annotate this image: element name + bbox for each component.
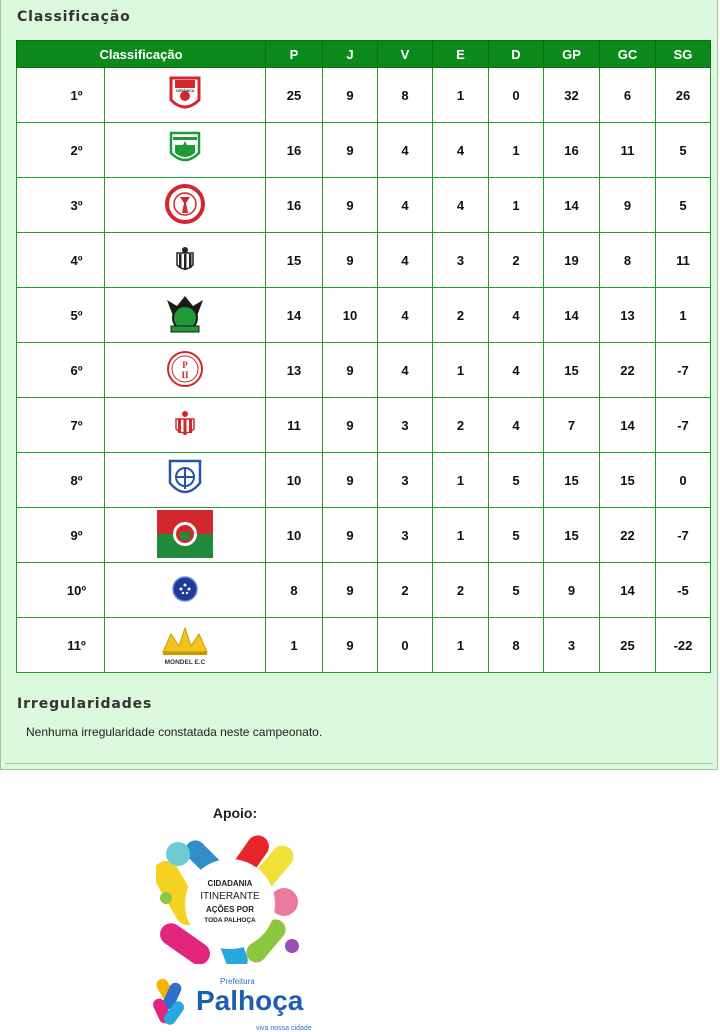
team-logo-cell [105,123,266,178]
header-j: J [323,41,378,68]
table-row [17,343,711,398]
cell-v: 4 [378,123,433,178]
cell-sg: 11 [656,233,711,288]
badge-line3: AÇÕES POR [205,905,255,914]
cell-v: 3 [378,453,433,508]
position-cell: 1º [17,68,105,123]
cell-gc: 22 [600,508,656,563]
position-cell: 7º [17,398,105,453]
team-logo-cell [105,398,266,453]
cell-d: 2 [489,233,544,288]
cell-v: 4 [378,233,433,288]
cell-v: 3 [378,508,433,563]
team-logo-cell [105,508,266,563]
table-row [17,178,711,233]
cell-p: 15 [266,233,323,288]
position-cell: 4º [17,233,105,288]
cell-sg: -22 [656,618,711,673]
svg-text:P: P [182,359,188,370]
cell-gc: 14 [600,563,656,618]
cell-v: 4 [378,343,433,398]
irregularities-section-title: Irregularidades [17,696,153,712]
cell-e: 2 [433,288,489,343]
cell-d: 8 [489,618,544,673]
cell-j: 9 [323,563,378,618]
table-row [17,68,711,123]
cell-gc: 6 [600,68,656,123]
svg-text:II: II [181,369,189,380]
cell-gc: 14 [600,398,656,453]
cell-sg: 5 [656,123,711,178]
position-cell: 6º [17,343,105,398]
cell-sg: 5 [656,178,711,233]
prefeitura-name: Palhoça [196,985,304,1016]
cell-gp: 15 [544,343,600,398]
table-row [17,563,711,618]
badge-line4: TODA PALHOÇA [204,917,256,924]
cell-e: 1 [433,508,489,563]
cell-p: 14 [266,288,323,343]
standings-table [16,40,711,673]
cell-j: 9 [323,68,378,123]
cell-gc: 8 [600,233,656,288]
cell-d: 1 [489,178,544,233]
header-classificacao: Classificação [17,41,266,68]
cell-p: 10 [266,508,323,563]
header-gp: GP [544,41,600,68]
blue-anchor-shield-crest-icon [166,457,204,501]
cell-e: 1 [433,618,489,673]
prefeitura-palhoca-logo [150,972,330,1032]
cell-sg: -7 [656,398,711,453]
cell-e: 4 [433,123,489,178]
cell-p: 16 [266,178,323,233]
cell-d: 5 [489,508,544,563]
header-sg: SG [656,41,711,68]
cell-j: 9 [323,233,378,288]
badge-line1: CIDADANIA [207,879,253,888]
cell-d: 5 [489,563,544,618]
cell-v: 8 [378,68,433,123]
cidadania-itinerante-logo [156,828,306,964]
cell-gp: 14 [544,178,600,233]
cell-gp: 15 [544,508,600,563]
ceramica-oliveira-crest-icon [167,74,203,114]
team-logo-cell [105,563,266,618]
cell-p: 1 [266,618,323,673]
team-logo-cell [105,343,266,398]
cell-gc: 9 [600,178,656,233]
cell-gp: 3 [544,618,600,673]
cell-sg: 0 [656,453,711,508]
cell-v: 0 [378,618,433,673]
cell-e: 2 [433,563,489,618]
cell-sg: -7 [656,343,711,398]
green-black-bird-crest-icon [163,292,207,336]
position-cell: 8º [17,453,105,508]
cell-gc: 11 [600,123,656,178]
cell-j: 9 [323,508,378,563]
cell-gp: 15 [544,453,600,508]
cell-j: 10 [323,288,378,343]
cell-v: 3 [378,398,433,453]
cell-j: 9 [323,398,378,453]
table-row [17,618,711,673]
red-green-flag-crest-icon [157,510,213,558]
team-logo-cell [105,68,266,123]
position-cell: 5º [17,288,105,343]
cell-p: 16 [266,123,323,178]
table-row [17,123,711,178]
cell-v: 2 [378,563,433,618]
red-white-striped-crest-icon [168,407,202,441]
cell-p: 10 [266,453,323,508]
blue-star-circle-crest-icon [170,574,200,604]
cell-sg: -7 [656,508,711,563]
standings-section-title: Classificação [17,9,131,25]
header-v: V [378,41,433,68]
header-e: E [433,41,489,68]
team-logo-cell [105,233,266,288]
cell-gp: 16 [544,123,600,178]
cell-d: 4 [489,288,544,343]
cell-sg: -5 [656,563,711,618]
cell-e: 1 [433,68,489,123]
cell-gc: 13 [600,288,656,343]
cell-e: 1 [433,453,489,508]
team-logo-cell [105,618,266,673]
svg-text:CERÂMICA: CERÂMICA [175,88,195,93]
cell-p: 8 [266,563,323,618]
cell-e: 2 [433,398,489,453]
team-logo-cell [105,178,266,233]
cell-d: 0 [489,68,544,123]
table-row [17,288,711,343]
cell-p: 13 [266,343,323,398]
cell-d: 4 [489,343,544,398]
position-cell: 9º [17,508,105,563]
cell-p: 11 [266,398,323,453]
cell-e: 1 [433,343,489,398]
prefeitura-tagline: viva nossa cidade [256,1025,312,1032]
mondel-crown-crest-icon [157,622,213,666]
header-p: P [266,41,323,68]
cell-j: 9 [323,618,378,673]
header-d: D [489,41,544,68]
cell-d: 1 [489,123,544,178]
table-row [17,233,711,288]
badge-line2: ITINERANTE [200,891,260,902]
red-circle-crest-icon [164,183,206,225]
cell-j: 9 [323,343,378,398]
cell-e: 4 [433,178,489,233]
cell-p: 25 [266,68,323,123]
prefeitura-small-text: Prefeitura [220,977,255,986]
cell-gc: 15 [600,453,656,508]
header-gc: GC [600,41,656,68]
table-header-row [17,41,711,68]
cell-v: 4 [378,178,433,233]
cell-e: 3 [433,233,489,288]
position-cell: 10º [17,563,105,618]
panel-divider [5,763,713,764]
cell-gp: 32 [544,68,600,123]
cell-j: 9 [323,123,378,178]
mondel-logo-text: MONDEL E.C [164,658,206,666]
cell-sg: 1 [656,288,711,343]
cell-d: 5 [489,453,544,508]
cell-d: 4 [489,398,544,453]
cell-j: 9 [323,453,378,508]
cell-gp: 14 [544,288,600,343]
position-cell: 3º [17,178,105,233]
cell-gp: 7 [544,398,600,453]
team-logo-cell [105,453,266,508]
cell-v: 4 [378,288,433,343]
red-p-ii-crest-icon [165,349,205,389]
table-row [17,508,711,563]
green-shield-crest-icon [165,129,205,169]
position-cell: 2º [17,123,105,178]
cell-sg: 26 [656,68,711,123]
irregularities-text: Nenhuma irregularidade constatada neste campeonato. [26,725,323,739]
cell-gc: 25 [600,618,656,673]
position-cell: 11º [17,618,105,673]
black-white-striped-crest-icon [174,245,196,273]
apoio-label: Apoio: [212,805,258,821]
cell-j: 9 [323,178,378,233]
cell-gp: 19 [544,233,600,288]
team-logo-cell [105,288,266,343]
cell-gc: 22 [600,343,656,398]
cell-gp: 9 [544,563,600,618]
table-row [17,398,711,453]
table-row [17,453,711,508]
